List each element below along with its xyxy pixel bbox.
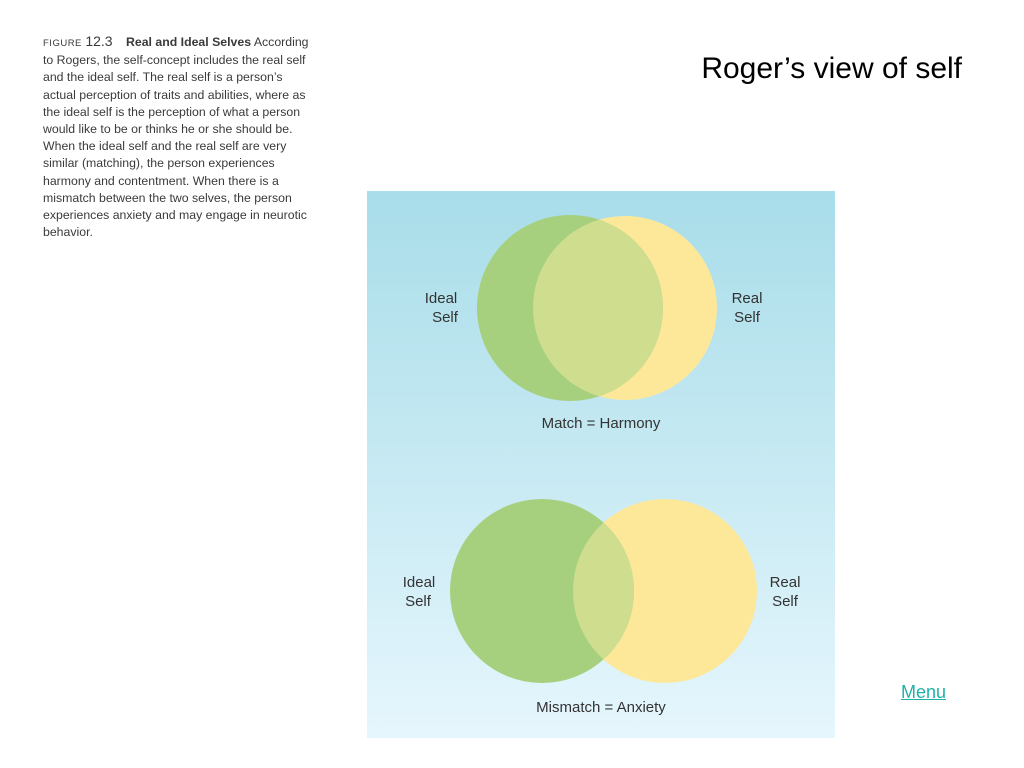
figure-word: FIGURE (43, 38, 82, 49)
match-caption: Match = Harmony (541, 415, 661, 432)
figure-title: Real and Ideal Selves (125, 35, 252, 49)
mismatch-caption: Mismatch = Anxiety (536, 699, 666, 716)
mismatch-ideal-label-line2: Self (405, 593, 431, 610)
match-ideal-label-line2: Self (432, 309, 458, 326)
match-real-label-line1: Real (731, 290, 763, 307)
venn-diagram-panel (367, 191, 835, 738)
figure-caption-body: According to Rogers, the self-concept includes the real self and the ideal self. The real self is a person’s actual perception of traits and abilities, where as the ideal self is the perception of what a person would like to be or thinks he or she should be. When the ideal self and the real self are very similar (matching), the person experiences harmony and contentment. When there is a mismatch between the two selves, the person experiences anxiety and may engage in neurotic behavior. (43, 35, 309, 240)
mismatch-real-label-line1: Real (769, 574, 801, 591)
mismatch-ideal-label-line1: Ideal (402, 574, 436, 591)
figure-number: 12.3 (85, 33, 113, 49)
match-real-label-line2: Self (734, 309, 760, 326)
menu-link[interactable]: Menu (901, 682, 947, 702)
slide-title: Roger’s view of self (701, 52, 962, 85)
match-ideal-label-line1: Ideal (424, 290, 458, 307)
figure-caption (43, 33, 313, 241)
mismatch-real-label-line2: Self (772, 593, 798, 610)
venn-diagram (367, 191, 835, 738)
